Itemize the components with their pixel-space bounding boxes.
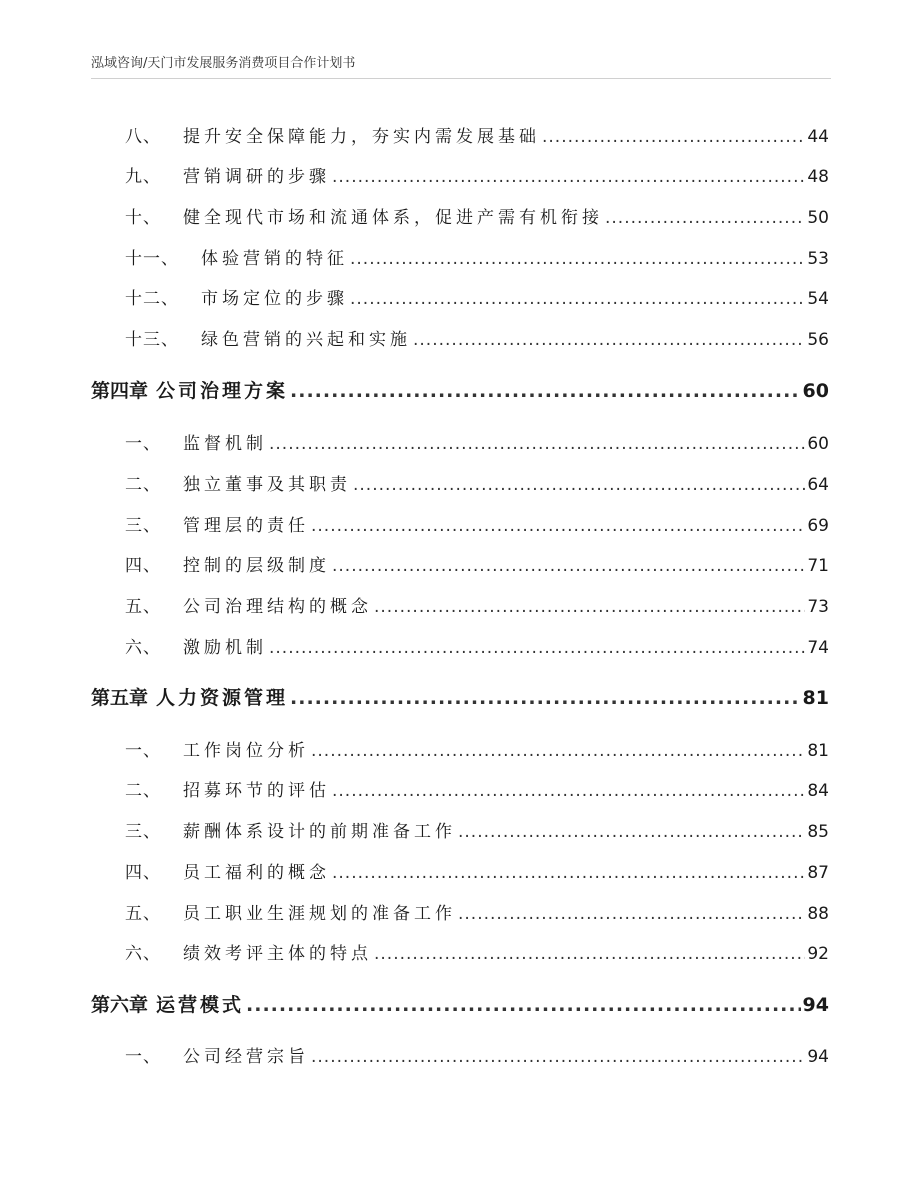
toc-dot-leader [605, 207, 805, 229]
toc-entry-number: 一、 [125, 1047, 161, 1067]
toc-dot-leader [350, 288, 805, 310]
toc-dot-leader [332, 166, 805, 188]
toc-entry-number: 一、 [125, 434, 161, 454]
toc-page-number: 85 [807, 822, 829, 842]
toc-section-entry[interactable] [125, 288, 829, 310]
toc-dot-leader [246, 994, 801, 1016]
toc-entry-title: 员工职业生涯规划的准备工作 [183, 904, 456, 924]
toc-dot-leader [269, 433, 805, 455]
toc-entry-number: 十三、 [125, 330, 179, 350]
toc-entry-title: 营销调研的步骤 [183, 167, 330, 187]
toc-entry-number: 一、 [125, 741, 161, 761]
toc-section-entry[interactable] [125, 1046, 829, 1068]
toc-entry-title: 健全现代市场和流通体系，促进产需有机衔接 [183, 208, 603, 228]
toc-chapter-entry[interactable] [91, 687, 829, 709]
toc-entry-number: 第五章 [91, 687, 149, 709]
toc-section-entry[interactable] [125, 596, 829, 618]
toc-entry-number: 九、 [125, 167, 161, 187]
toc-page-number: 94 [802, 994, 829, 1016]
toc-dot-leader [350, 248, 805, 270]
toc-page-number: 50 [807, 208, 829, 228]
toc-page-number: 53 [807, 249, 829, 269]
toc-section-entry[interactable] [125, 166, 829, 188]
toc-page-number: 81 [802, 687, 829, 709]
toc-dot-leader [290, 380, 801, 402]
toc-dot-leader [458, 903, 805, 925]
toc-entry-number: 五、 [125, 904, 161, 924]
toc-dot-leader [413, 329, 805, 351]
toc-section-entry[interactable] [125, 474, 829, 496]
header-divider [91, 78, 831, 79]
toc-entry-title: 人力资源管理 [156, 687, 289, 709]
toc-dot-leader [269, 637, 805, 659]
toc-entry-title: 绿色营销的兴起和实施 [201, 330, 411, 350]
toc-entry-number: 第六章 [91, 994, 149, 1016]
toc-page-number: 64 [807, 475, 829, 495]
toc-entry-number: 三、 [125, 822, 161, 842]
toc-entry-number: 二、 [125, 781, 161, 801]
toc-dot-leader [458, 821, 805, 843]
toc-entry-number: 四、 [125, 556, 161, 576]
toc-entry-number: 六、 [125, 944, 161, 964]
toc-page-number: 60 [807, 434, 829, 454]
toc-section-entry[interactable] [125, 821, 829, 843]
toc-entry-title: 激励机制 [183, 638, 267, 658]
toc-entry-title: 工作岗位分析 [183, 741, 309, 761]
toc-entry-number: 四、 [125, 863, 161, 883]
toc-entry-title: 绩效考评主体的特点 [183, 944, 372, 964]
toc-entry-title: 运营模式 [156, 994, 245, 1016]
toc-dot-leader [311, 515, 805, 537]
toc-page-number: 48 [807, 167, 829, 187]
toc-entry-number: 十、 [125, 208, 161, 228]
toc-section-entry[interactable] [125, 780, 829, 802]
toc-dot-leader [353, 474, 805, 496]
toc-entry-title: 管理层的责任 [183, 516, 309, 536]
toc-page-number: 81 [807, 741, 829, 761]
toc-page-number: 94 [807, 1047, 829, 1067]
toc-dot-leader [290, 687, 801, 709]
toc-dot-leader [332, 780, 805, 802]
toc-dot-leader [542, 126, 805, 148]
page-header: 泓域咨询/天门市发展服务消费项目合作计划书 [91, 56, 356, 71]
toc-dot-leader [332, 862, 805, 884]
toc-section-entry[interactable] [125, 248, 829, 270]
toc-page-number: 92 [807, 944, 829, 964]
toc-section-entry[interactable] [125, 515, 829, 537]
toc-entry-number: 六、 [125, 638, 161, 658]
toc-section-entry[interactable] [125, 555, 829, 577]
toc-entry-title: 公司治理方案 [156, 380, 289, 402]
toc-section-entry[interactable] [125, 740, 829, 762]
toc-section-entry[interactable] [125, 126, 829, 148]
toc-section-entry[interactable] [125, 862, 829, 884]
toc-section-entry[interactable] [125, 329, 829, 351]
toc-page-number: 87 [807, 863, 829, 883]
toc-chapter-entry[interactable] [91, 380, 829, 402]
toc-entry-title: 市场定位的步骤 [201, 289, 348, 309]
toc-entry-title: 独立董事及其职责 [183, 475, 351, 495]
toc-entry-title: 控制的层级制度 [183, 556, 330, 576]
toc-dot-leader [311, 1046, 805, 1068]
toc-page-number: 60 [802, 380, 829, 402]
toc-entry-title: 员工福利的概念 [183, 863, 330, 883]
toc-section-entry[interactable] [125, 637, 829, 659]
toc-section-entry[interactable] [125, 207, 829, 229]
toc-page-number: 74 [807, 638, 829, 658]
toc-entry-number: 五、 [125, 597, 161, 617]
toc-page-number: 84 [807, 781, 829, 801]
toc-entry-number: 二、 [125, 475, 161, 495]
toc-entry-title: 体验营销的特征 [201, 249, 348, 269]
toc-entry-title: 招募环节的评估 [183, 781, 330, 801]
toc-section-entry[interactable] [125, 903, 829, 925]
toc-page-number: 44 [807, 127, 829, 147]
toc-entry-title: 提升安全保障能力，夯实内需发展基础 [183, 127, 540, 147]
toc-entry-title: 薪酬体系设计的前期准备工作 [183, 822, 456, 842]
toc-dot-leader [374, 943, 805, 965]
toc-entry-number: 八、 [125, 127, 161, 147]
toc-section-entry[interactable] [125, 433, 829, 455]
toc-dot-leader [311, 740, 805, 762]
toc-entry-title: 公司治理结构的概念 [183, 597, 372, 617]
toc-entry-title: 公司经营宗旨 [183, 1047, 309, 1067]
toc-section-entry[interactable] [125, 943, 829, 965]
toc-page-number: 71 [807, 556, 829, 576]
toc-entry-number: 三、 [125, 516, 161, 536]
toc-entry-title: 监督机制 [183, 434, 267, 454]
toc-page-number: 56 [807, 330, 829, 350]
toc-entry-number: 十二、 [125, 289, 179, 309]
toc-entry-number: 第四章 [91, 380, 149, 402]
toc-page-number: 88 [807, 904, 829, 924]
toc-dot-leader [374, 596, 805, 618]
toc-entry-number: 十一、 [125, 249, 179, 269]
toc-dot-leader [332, 555, 805, 577]
toc-page-number: 73 [807, 597, 829, 617]
toc-chapter-entry[interactable] [91, 994, 829, 1016]
toc-page-number: 54 [807, 289, 829, 309]
toc-page-number: 69 [807, 516, 829, 536]
